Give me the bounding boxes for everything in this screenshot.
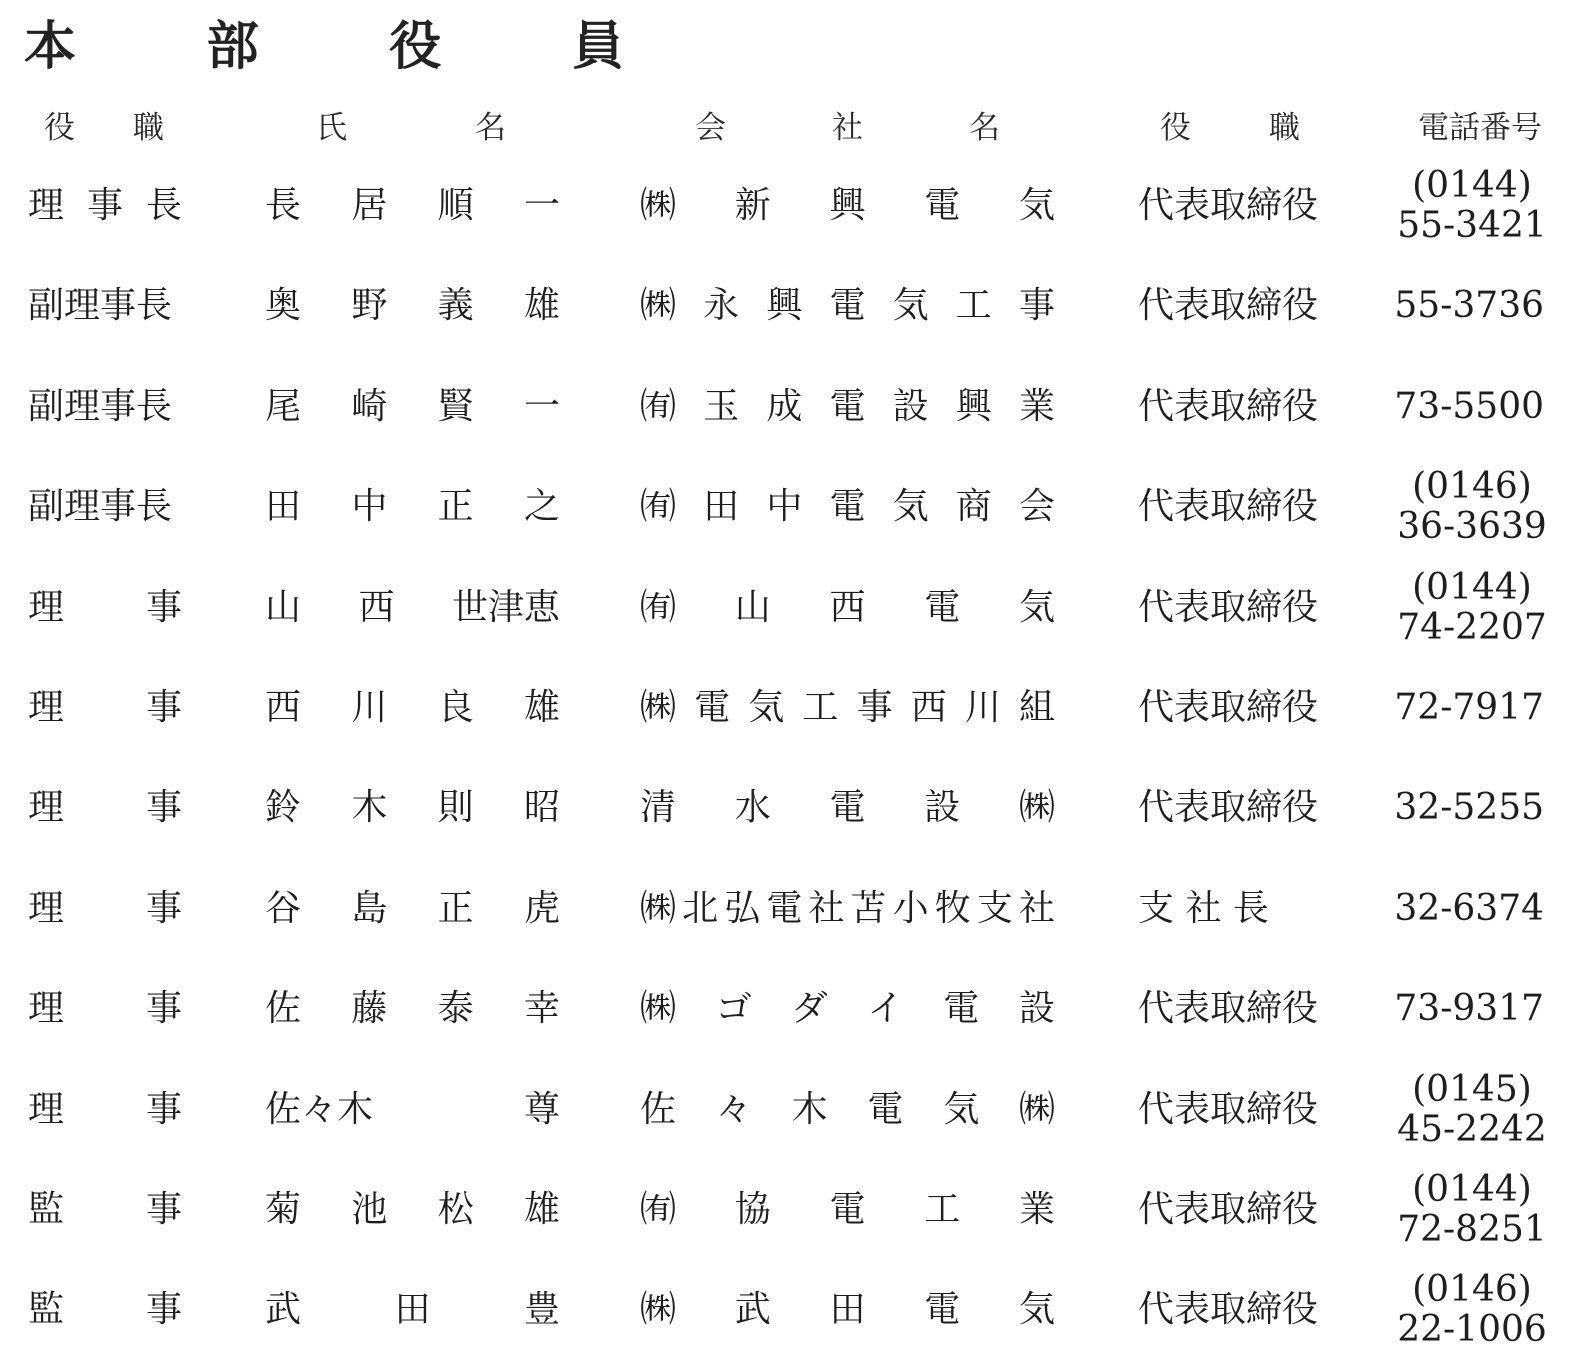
phone-cell xyxy=(1397,466,1547,548)
company-char: 成 xyxy=(766,385,803,427)
position-text: 代表取締役 xyxy=(1138,385,1319,427)
position-text: 代表取締役 xyxy=(1138,1289,1319,1331)
company-char: ㈲ xyxy=(640,1189,677,1230)
position-text: 代表取締役 xyxy=(1138,687,1319,728)
name-part xyxy=(523,285,560,327)
name-part xyxy=(265,988,302,1030)
name-text: 鈴 xyxy=(265,787,302,829)
company-cell xyxy=(640,568,1055,648)
name-text: 則 xyxy=(437,787,474,829)
company-cell xyxy=(640,166,1055,246)
name-part xyxy=(437,687,474,728)
phone-number: 55-3421 xyxy=(1397,205,1547,246)
role-char: 事 xyxy=(145,1289,182,1331)
name-text: 田 xyxy=(394,1289,431,1331)
position-cell xyxy=(1138,467,1326,547)
name-cell xyxy=(265,166,560,246)
position-cell xyxy=(1138,1070,1326,1150)
role-char: 副理事長 xyxy=(28,385,173,427)
company-char: ㈱ xyxy=(640,988,677,1030)
role-char: 事 xyxy=(145,988,182,1030)
position-text: 代表取締役 xyxy=(1138,1088,1319,1130)
phone-cell xyxy=(1394,768,1544,848)
name-text: 佐々木 xyxy=(265,1088,374,1130)
name-part xyxy=(265,185,302,226)
company-char: 田 xyxy=(829,1289,866,1331)
company-char: 々 xyxy=(715,1088,752,1130)
name-text: 尊 xyxy=(523,1088,560,1130)
company-char: 電 xyxy=(829,486,866,528)
company-char: 工 xyxy=(802,687,839,728)
company-char: 気 xyxy=(1018,1289,1055,1331)
company-char: 気 xyxy=(943,1088,980,1130)
position-text: 代表取締役 xyxy=(1138,1189,1319,1230)
name-text: 菊 xyxy=(265,1189,302,1230)
name-text: 良 xyxy=(437,687,474,728)
company-char: ㈲ xyxy=(640,385,677,427)
name-text: 藤 xyxy=(351,988,388,1030)
company-cell xyxy=(640,668,1055,748)
company-char: 業 xyxy=(1018,385,1055,427)
name-part xyxy=(351,185,388,226)
name-part xyxy=(265,687,302,728)
role-char: 事 xyxy=(145,687,182,728)
name-text: 西 xyxy=(358,586,395,628)
company-char: 電 xyxy=(766,887,803,929)
position-cell xyxy=(1138,266,1326,346)
company-cell xyxy=(640,1170,1055,1250)
company-char: 田 xyxy=(703,486,740,528)
name-part xyxy=(523,385,560,427)
name-text: 中 xyxy=(351,486,388,528)
title-char: 本 xyxy=(24,16,77,77)
company-char: ㈱ xyxy=(640,887,677,929)
name-text: 谷 xyxy=(265,887,302,929)
name-text: 崎 xyxy=(351,385,388,427)
role-cell xyxy=(28,1170,182,1250)
name-part xyxy=(437,1189,474,1230)
header-role xyxy=(44,105,164,151)
header-phone-label: 電話番号 xyxy=(1418,109,1542,146)
company-char: ゴ xyxy=(715,988,752,1030)
name-part xyxy=(523,486,560,528)
company-char: 気 xyxy=(892,285,929,327)
phone-number: 74-2207 xyxy=(1397,606,1547,648)
role-char: 副理事長 xyxy=(28,486,173,528)
company-char: ㈱ xyxy=(640,1289,677,1331)
name-text: 賢 xyxy=(437,385,474,427)
position-cell xyxy=(1138,668,1326,748)
name-text: 尾 xyxy=(265,385,302,427)
role-char: 理 xyxy=(28,988,65,1030)
company-char: 気 xyxy=(1018,185,1055,226)
phone-area-code: (0144) xyxy=(1412,165,1532,206)
name-cell xyxy=(265,1170,560,1250)
phone-number: 72-7917 xyxy=(1394,687,1544,728)
company-char: ㈲ xyxy=(640,586,677,628)
header-char: 役 xyxy=(44,109,75,146)
name-text: 武 xyxy=(265,1289,302,1331)
role-char: 理 xyxy=(28,185,65,226)
header-char: 役 xyxy=(1160,109,1191,146)
role-char: 監 xyxy=(28,1189,65,1230)
role-cell xyxy=(28,668,182,748)
page-title xyxy=(24,8,624,77)
name-part xyxy=(523,787,560,829)
phone-area-code: (0145) xyxy=(1412,1068,1532,1110)
company-char: 永 xyxy=(703,285,740,327)
company-char: 電 xyxy=(924,185,961,226)
company-cell xyxy=(640,768,1055,848)
name-cell xyxy=(265,568,560,648)
position-text: 代表取締役 xyxy=(1138,586,1319,628)
name-text: 島 xyxy=(351,887,388,929)
role-cell xyxy=(28,869,182,949)
company-char: 業 xyxy=(1018,1189,1055,1230)
phone-number: 72-8251 xyxy=(1397,1209,1547,1250)
company-char: 小 xyxy=(892,887,929,929)
name-part xyxy=(523,887,560,929)
role-cell xyxy=(28,367,182,447)
company-char: 興 xyxy=(955,385,992,427)
name-part xyxy=(351,486,388,528)
name-cell xyxy=(265,266,560,346)
name-part xyxy=(358,586,395,628)
company-char: 工 xyxy=(955,285,992,327)
company-char: 事 xyxy=(856,687,893,728)
phone-cell xyxy=(1394,869,1544,949)
name-text: 居 xyxy=(351,185,388,226)
name-cell xyxy=(265,1270,560,1350)
company-char: 電 xyxy=(694,687,731,728)
company-char: 設 xyxy=(892,385,929,427)
company-char: 木 xyxy=(791,1088,828,1130)
company-char: 電 xyxy=(829,787,866,829)
name-part xyxy=(265,586,302,628)
company-char: 興 xyxy=(829,185,866,226)
company-char: 電 xyxy=(943,988,980,1030)
phone-number: 73-9317 xyxy=(1394,988,1544,1030)
name-part xyxy=(437,486,474,528)
phone-number: 36-3639 xyxy=(1397,506,1547,548)
name-text: 池 xyxy=(351,1189,388,1230)
phone-cell xyxy=(1397,165,1547,246)
name-part xyxy=(523,185,560,226)
role-char: 理 xyxy=(28,586,65,628)
role-char: 理 xyxy=(28,787,65,829)
name-part xyxy=(351,887,388,929)
company-char: 電 xyxy=(924,586,961,628)
name-text: 幸 xyxy=(523,988,560,1030)
name-part xyxy=(394,1289,431,1331)
name-text: 田 xyxy=(265,486,302,528)
company-char: ㈱ xyxy=(640,285,677,327)
company-char: 西 xyxy=(829,586,866,628)
company-char: 武 xyxy=(734,1289,771,1331)
name-cell xyxy=(265,768,560,848)
name-cell xyxy=(265,869,560,949)
name-text: 世津恵 xyxy=(451,586,560,628)
name-text: 奥 xyxy=(265,285,302,327)
header-char: 名 xyxy=(475,109,506,146)
name-text: 木 xyxy=(351,787,388,829)
position-cell xyxy=(1138,1170,1326,1250)
name-text: 虎 xyxy=(523,887,560,929)
company-char: ㈱ xyxy=(1018,1088,1055,1130)
company-char: イ xyxy=(867,988,904,1030)
header-char: 氏 xyxy=(316,109,347,146)
company-char: 会 xyxy=(1018,486,1055,528)
company-char: 中 xyxy=(766,486,803,528)
phone-cell xyxy=(1394,367,1544,447)
role-char: 理 xyxy=(28,887,65,929)
company-char: 西 xyxy=(910,687,947,728)
company-char: 清 xyxy=(640,787,677,829)
company-char: 苫 xyxy=(850,887,887,929)
name-part xyxy=(351,385,388,427)
name-part xyxy=(265,1289,302,1331)
company-char: 社 xyxy=(1018,887,1055,929)
company-char: 事 xyxy=(1018,285,1055,327)
name-part xyxy=(437,787,474,829)
company-char: 設 xyxy=(1018,988,1055,1030)
position-text: 代表取締役 xyxy=(1138,988,1319,1030)
position-cell xyxy=(1138,1270,1326,1350)
company-char: 工 xyxy=(924,1189,961,1230)
company-char: 気 xyxy=(892,486,929,528)
company-char: 北 xyxy=(682,887,719,929)
company-cell xyxy=(640,467,1055,547)
name-cell xyxy=(265,367,560,447)
role-char: 長 xyxy=(145,185,182,226)
role-char: 事 xyxy=(145,1189,182,1230)
company-cell xyxy=(640,869,1055,949)
name-text: 正 xyxy=(437,486,474,528)
phone-area-code: (0146) xyxy=(1412,466,1532,508)
phone-cell xyxy=(1397,1169,1547,1250)
role-char: 事 xyxy=(145,586,182,628)
company-char: 気 xyxy=(748,687,785,728)
name-text: 順 xyxy=(437,185,474,226)
company-char: 組 xyxy=(1018,687,1055,728)
name-part xyxy=(351,1189,388,1230)
name-part xyxy=(351,787,388,829)
name-text: 昭 xyxy=(523,787,560,829)
role-char: 理 xyxy=(28,687,65,728)
company-cell xyxy=(640,266,1055,346)
name-part xyxy=(265,285,302,327)
company-char: 商 xyxy=(955,486,992,528)
name-text: 雄 xyxy=(523,1189,560,1230)
role-cell xyxy=(28,969,182,1049)
name-text: 長 xyxy=(265,185,302,226)
name-text: 山 xyxy=(265,586,302,628)
name-text: 一 xyxy=(523,185,560,226)
company-cell xyxy=(640,1070,1055,1150)
position-text: 代表取締役 xyxy=(1138,285,1319,327)
position-cell xyxy=(1138,969,1326,1049)
company-char: 電 xyxy=(829,1189,866,1230)
phone-number: 22-1006 xyxy=(1397,1309,1547,1351)
position-cell xyxy=(1138,367,1326,447)
name-part xyxy=(437,887,474,929)
phone-number: 55-3736 xyxy=(1394,285,1544,327)
name-text: 泰 xyxy=(437,988,474,1030)
title-char: 員 xyxy=(571,16,624,77)
name-text: 正 xyxy=(437,887,474,929)
header-char: 名 xyxy=(969,109,1000,146)
phone-cell xyxy=(1397,1068,1547,1150)
name-part xyxy=(523,1289,560,1331)
role-char: 監 xyxy=(28,1289,65,1331)
company-char: 電 xyxy=(867,1088,904,1130)
header-position xyxy=(1160,105,1300,151)
name-part xyxy=(523,1088,560,1130)
name-part xyxy=(265,486,302,528)
phone-area-code: (0146) xyxy=(1412,1269,1532,1311)
company-char: 設 xyxy=(924,787,961,829)
name-part xyxy=(265,1189,302,1230)
role-cell xyxy=(28,467,182,547)
company-char: 支 xyxy=(976,887,1013,929)
position-text: 支 社 長 xyxy=(1138,887,1269,929)
company-char: 牧 xyxy=(934,887,971,929)
name-text: 野 xyxy=(351,285,388,327)
name-part xyxy=(451,586,560,628)
name-part xyxy=(437,285,474,327)
name-text: 佐 xyxy=(265,988,302,1030)
title-char: 部 xyxy=(206,16,259,77)
name-part xyxy=(523,687,560,728)
header-char: 職 xyxy=(133,109,164,146)
name-text: 豊 xyxy=(523,1289,560,1331)
phone-cell xyxy=(1397,1269,1547,1351)
role-cell xyxy=(28,266,182,346)
company-char: ㈱ xyxy=(640,687,677,728)
company-char: 協 xyxy=(734,1189,771,1230)
company-char: ㈲ xyxy=(640,486,677,528)
role-char: 事 xyxy=(86,185,123,226)
header-char: 社 xyxy=(832,109,863,146)
name-cell xyxy=(265,1070,560,1150)
phone-cell xyxy=(1394,266,1544,346)
header-char: 会 xyxy=(695,109,726,146)
company-char: 川 xyxy=(964,687,1001,728)
name-text: 雄 xyxy=(523,687,560,728)
name-part xyxy=(523,1189,560,1230)
company-cell xyxy=(640,367,1055,447)
company-cell xyxy=(640,969,1055,1049)
name-part xyxy=(437,185,474,226)
company-char: 水 xyxy=(734,787,771,829)
name-text: 之 xyxy=(523,486,560,528)
header-company xyxy=(695,105,1000,151)
name-part xyxy=(265,385,302,427)
position-cell xyxy=(1138,869,1326,949)
position-cell xyxy=(1138,568,1326,648)
role-cell xyxy=(28,768,182,848)
name-part xyxy=(437,988,474,1030)
phone-number: 73-5500 xyxy=(1394,385,1544,427)
position-cell xyxy=(1138,768,1326,848)
header-char: 職 xyxy=(1269,109,1300,146)
name-part xyxy=(437,385,474,427)
company-char: 社 xyxy=(808,887,845,929)
name-part xyxy=(351,988,388,1030)
company-char: 興 xyxy=(766,285,803,327)
role-cell xyxy=(28,166,182,246)
name-cell xyxy=(265,969,560,1049)
role-char: 事 xyxy=(145,1088,182,1130)
company-char: 電 xyxy=(829,285,866,327)
name-part xyxy=(265,887,302,929)
name-text: 川 xyxy=(351,687,388,728)
company-cell xyxy=(640,1270,1055,1350)
company-char: 電 xyxy=(829,385,866,427)
company-char: 新 xyxy=(734,185,771,226)
name-part xyxy=(351,285,388,327)
role-cell xyxy=(28,568,182,648)
role-char: 副理事長 xyxy=(28,285,173,327)
phone-cell xyxy=(1394,969,1544,1049)
company-char: 電 xyxy=(924,1289,961,1331)
company-char: 弘 xyxy=(724,887,761,929)
name-text: 雄 xyxy=(523,285,560,327)
phone-number: 32-6374 xyxy=(1394,887,1544,929)
company-char: ダ xyxy=(791,988,828,1030)
phone-area-code: (0144) xyxy=(1412,1169,1532,1210)
phone-number: 32-5255 xyxy=(1394,787,1544,829)
role-cell xyxy=(28,1070,182,1150)
role-cell xyxy=(28,1270,182,1350)
position-text: 代表取締役 xyxy=(1138,486,1319,528)
header-name xyxy=(316,105,506,151)
header-phone xyxy=(1390,105,1542,151)
role-char: 事 xyxy=(145,887,182,929)
company-char: 山 xyxy=(734,586,771,628)
name-part xyxy=(523,988,560,1030)
company-char: 佐 xyxy=(640,1088,677,1130)
name-text: 一 xyxy=(523,385,560,427)
role-char: 理 xyxy=(28,1088,65,1130)
company-char: ㈱ xyxy=(1018,787,1055,829)
name-part xyxy=(265,787,302,829)
position-text: 代表取締役 xyxy=(1138,787,1319,829)
name-part xyxy=(351,687,388,728)
name-text: 義 xyxy=(437,285,474,327)
name-text: 西 xyxy=(265,687,302,728)
company-char: ㈱ xyxy=(640,185,677,226)
position-cell xyxy=(1138,166,1326,246)
name-cell xyxy=(265,467,560,547)
phone-number: 45-2242 xyxy=(1397,1108,1547,1150)
phone-area-code: (0144) xyxy=(1412,566,1532,608)
name-text: 松 xyxy=(437,1189,474,1230)
name-part xyxy=(265,1088,374,1130)
company-char: 玉 xyxy=(703,385,740,427)
position-text: 代表取締役 xyxy=(1138,185,1319,226)
phone-cell xyxy=(1397,566,1547,648)
phone-cell xyxy=(1394,668,1544,748)
name-cell xyxy=(265,668,560,748)
company-char: 気 xyxy=(1018,586,1055,628)
title-char: 役 xyxy=(389,16,442,77)
role-char: 事 xyxy=(145,787,182,829)
